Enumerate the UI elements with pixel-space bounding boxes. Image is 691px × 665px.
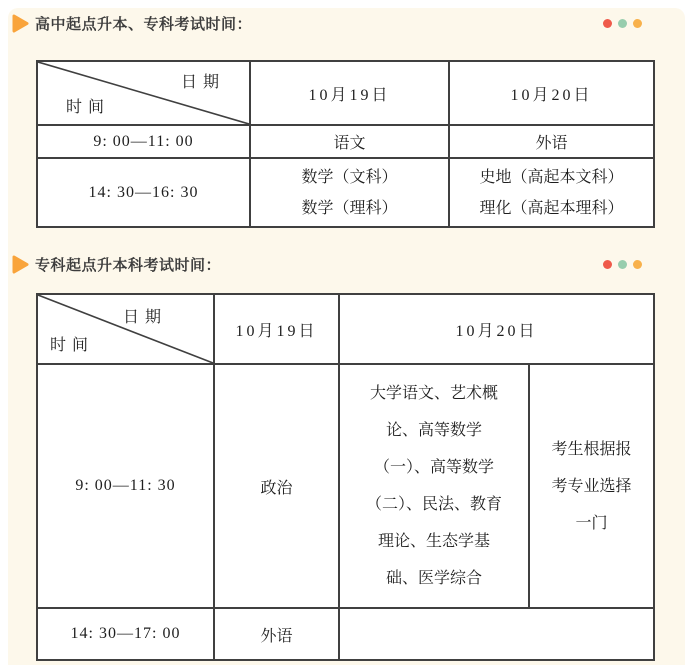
date-header-oct20: 10月20日	[339, 294, 654, 364]
corner-date-label: 日期	[122, 309, 167, 326]
date-header-oct19: 10月19日	[214, 294, 339, 364]
section-title-1: 高中起点升本、专科考试时间：	[35, 15, 253, 33]
corner-time-label: 时间	[50, 337, 95, 354]
subject-line: 理化（高起本理科）	[479, 199, 624, 217]
green-dot-icon	[618, 19, 627, 28]
date-header-oct19: 10月19日	[250, 61, 449, 125]
exam-table-college-entry	[36, 293, 655, 661]
note-cell: 考生根据报考专业选择一门	[529, 364, 654, 608]
section-heading-2	[12, 252, 662, 276]
subject-cell: 语文	[250, 125, 449, 158]
time-cell: 9: 00—11: 00	[37, 125, 250, 158]
arrow-right-icon	[12, 255, 29, 274]
electives-cell: 大学语文、艺术概论、高等数学（一）、高等数学（二）、民法、教育理论、生态学基础、医学综合	[339, 364, 529, 608]
section-heading-1	[12, 11, 662, 35]
time-cell: 14: 30—16: 30	[37, 158, 250, 227]
corner-cell	[37, 294, 214, 364]
orange-dot-icon	[633, 260, 642, 269]
subject-cell	[449, 158, 654, 227]
subject-line: 数学（文科）	[301, 168, 398, 186]
subject-line: 数学（理科）	[301, 199, 398, 217]
subject-line: 史地（高起本文科）	[479, 168, 624, 186]
decoration-dots	[603, 19, 642, 28]
time-cell: 14: 30—17: 00	[37, 608, 214, 660]
red-dot-icon	[603, 260, 612, 269]
exam-table-highschool-entry	[36, 60, 655, 228]
decoration-dots	[603, 260, 642, 269]
subject-cell: 外语	[214, 608, 339, 660]
section-title-2: 专科起点升本科考试时间：	[35, 256, 222, 274]
corner-time-label: 时间	[66, 99, 111, 116]
subject-cell: 政治	[214, 364, 339, 608]
subject-cell	[250, 158, 449, 227]
green-dot-icon	[618, 260, 627, 269]
red-dot-icon	[603, 19, 612, 28]
time-cell: 9: 00—11: 30	[37, 364, 214, 608]
corner-date-label: 日期	[180, 74, 225, 91]
corner-cell	[37, 61, 250, 125]
arrow-right-icon	[12, 14, 29, 33]
date-header-oct20: 10月20日	[449, 61, 654, 125]
orange-dot-icon	[633, 19, 642, 28]
subject-cell: 外语	[449, 125, 654, 158]
empty-merged-cell	[339, 608, 654, 660]
